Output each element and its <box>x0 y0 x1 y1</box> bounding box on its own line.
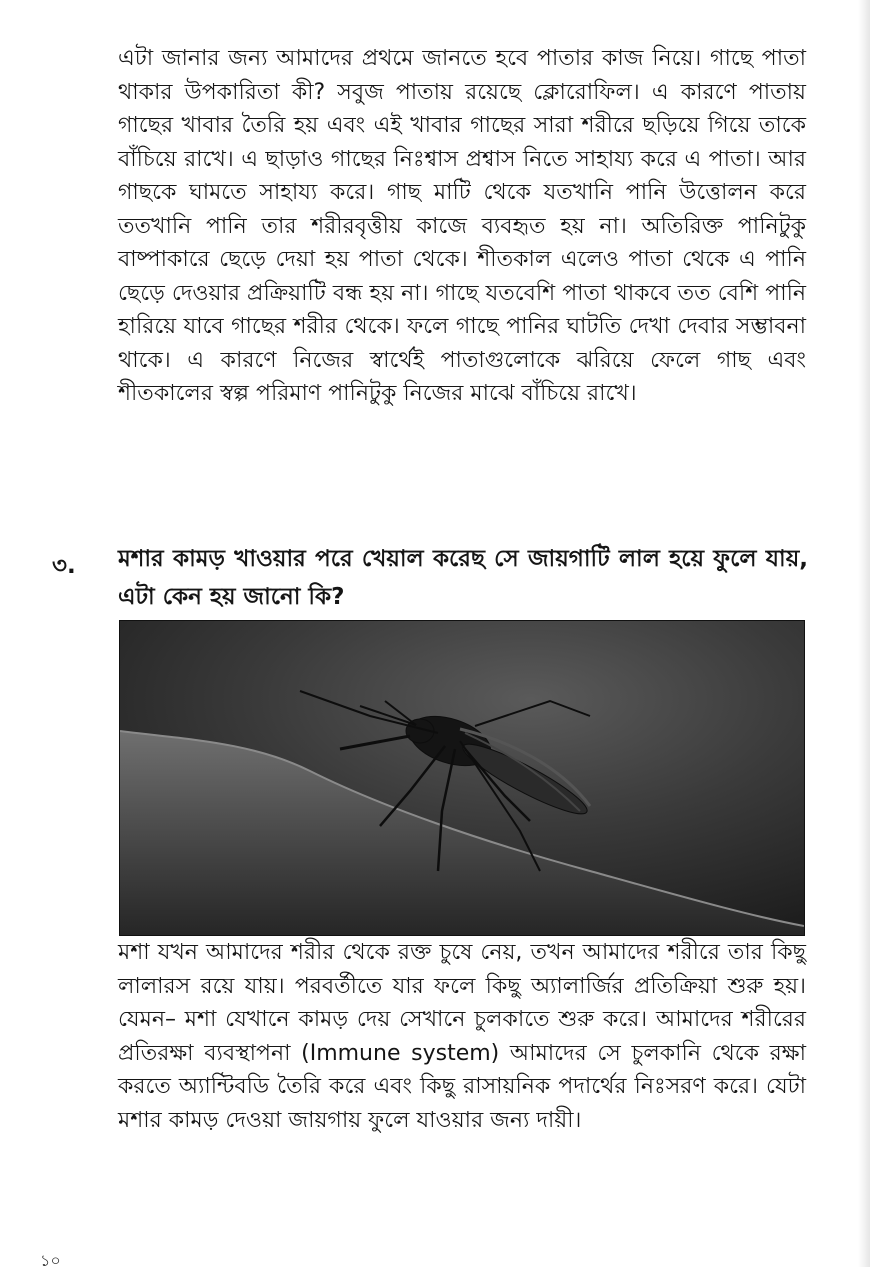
paragraph-leaf-function: এটা জানার জন্য আমাদের প্রথমে জানতে হবে পাতার কাজ নিয়ে। গাছে পাতা থাকার উপকারিতা কী? সবুজ পাতায় রয়েছে ক্লোরোফিল। এ কারণে পাতায় গাছের খাবার তৈরি হয় এবং এই খাবার গাছের সারা শরীরে ছড়িয়ে গিয়ে তাকে বাঁচিয়ে রাখে। এ ছাড়াও গাছের নিঃশ্বাস প্রশ্বাস নিতে সাহায্য করে এ পাতা। আর গাছকে ঘামতে সাহায্য করে। গাছ মাটি থেকে যতখানি পানি উত্তোলন করে ততখানি পানি তার শরীরবৃত্তীয় কাজে ব্যবহৃত হয় না। অতিরিক্ত পানিটুকু বাষ্পাকারে ছেড়ে দেয়া হয় পাতা থেকে। শীতকাল এলেও পাতা থেকে এ পানি ছেড়ে দেওয়ার প্রক্রিয়াটি বন্ধ হয় না। গাছে যতবেশি পাতা থাকবে তত বেশি পানি হারিয়ে যাবে গাছের শরীর থেকে। ফলে গাছে পানির ঘাটতি দেখা দেবার সম্ভাবনা থাকে। এ কারণে নিজের স্বার্থেই পাতাগুলোকে ঝরিয়ে ফেলে গাছ এবং শীতকালের স্বল্প পরিমাণ পানিটুকু নিজের মাঝে বাঁচিয়ে রাখে। <box>118 46 806 406</box>
question-number: ৩. <box>52 553 76 579</box>
page-edge-shadow <box>858 0 870 1267</box>
question-heading: মশার কামড় খাওয়ার পরে খেয়াল করেছ সে জায়গাটি লাল হয়ে ফুলে যায়, এটা কেন হয় জানো কি? <box>118 546 808 610</box>
page-number: ১০ <box>40 1251 61 1270</box>
mosquito-photo <box>119 620 805 936</box>
mosquito-image <box>120 621 804 935</box>
paragraph-mosquito-bite: মশা যখন আমাদের শরীর থেকে রক্ত চুষে নেয়, তখন আমাদের শরীরে তার কিছু লালারস রয়ে যায়। পরবর্তীতে যার ফলে কিছু অ্যালার্জির প্রতিক্রিয়া শুরু হয়। যেমন– মশা যেখানে কামড় দেয় সেখানে চুলকাতে শুরু করে। আমাদের শরীরের প্রতিরক্ষা ব্যবস্থাপনা (Immune system) আমাদের সে চুলকানি থেকে রক্ষা করতে অ্যান্টিবডি তৈরি করে এবং কিছু রাসায়নিক পদার্থের নিঃসরণ করে। যেটা মশার কামড় দেওয়া জায়গায় ফুলে যাওয়ার জন্য দায়ী। <box>118 940 806 1133</box>
